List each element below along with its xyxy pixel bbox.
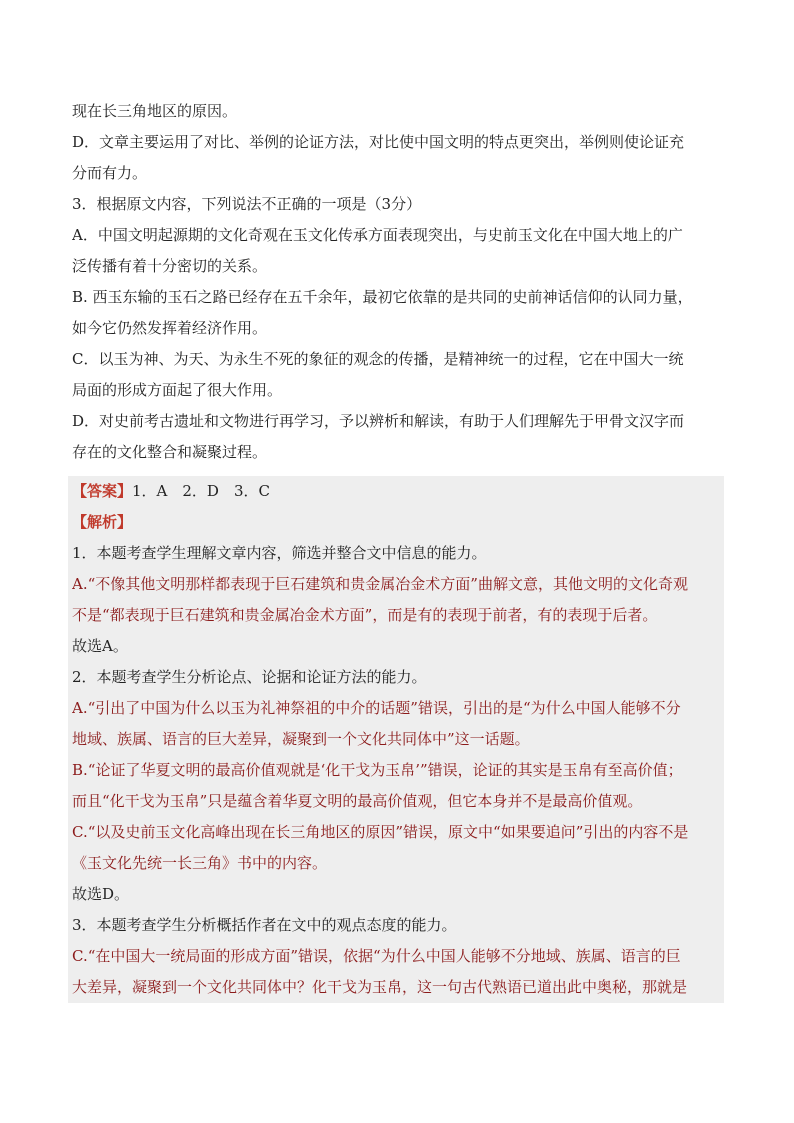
analysis-line: 1．本题考查学生理解文章内容，筛选并整合文中信息的能力。 xyxy=(72,544,487,562)
analysis-line: 而且“化干戈为玉帛”只是蕴含着华夏文明的最高价值观，但它本身并不是最高价值观。 xyxy=(72,792,643,810)
analysis-line: 故选A。 xyxy=(72,637,128,655)
analysis-line: 《玉文化先统一长三角》书中的内容。 xyxy=(72,854,328,872)
analysis-line: B.“论证了华夏文明的最高价值观就是‘化干戈为玉帛’”错误，论证的其实是玉帛有至高价值； xyxy=(72,761,683,779)
analysis-line: 大差异，凝聚到一个文化共同体中？化干戈为玉帛，这一句古代熟语已道出此中奥秘，那就是 xyxy=(72,978,688,996)
text-line: 现在长三角地区的原因。 xyxy=(72,102,238,120)
analysis-line: A.“引出了中国为什么以玉为礼神祭祖的中介的话题”错误，引出的是“为什么中国人能够不分 xyxy=(72,699,681,717)
text-line: 存在的文化整合和凝聚过程。 xyxy=(72,443,268,461)
analysis-line: C.“在中国大一统局面的形成方面”错误，依据“为什么中国人能够不分地域、族属、语言的巨 xyxy=(72,947,681,965)
text-line: 泛传播有着十分密切的关系。 xyxy=(72,257,268,275)
answer-text: 1．A 2．D 3．C xyxy=(132,482,270,500)
analysis-line: 故选D。 xyxy=(72,885,130,903)
text-line: C．以玉为神、为天、为永生不死的象征的观念的传播，是精神统一的过程，它在中国大一统 xyxy=(72,350,684,368)
analysis-line: 不是“都表现于巨石建筑和贵金属冶金术方面”，而是有的表现于前者，有的表现于后者。 xyxy=(72,606,658,624)
text-line: D．对史前考古遗址和文物进行再学习，予以辨析和解读，有助于人们理解先于甲骨文汉字而 xyxy=(72,412,685,430)
analysis-line: A.“不像其他文明那样都表现于巨石建筑和贵金属冶金术方面”曲解文意，其他文明的文化奇观 xyxy=(72,575,688,593)
text-line: 分而有力。 xyxy=(72,164,148,182)
analysis-line: C.“以及史前玉文化高峰出现在长三角地区的原因”错误，原文中“如果要追问”引出的内容不是 xyxy=(72,823,689,841)
analysis-label: 【解析】 xyxy=(72,513,133,531)
answer-label: 【答案】 xyxy=(72,482,133,500)
text-line: 如今它仍然发挥着经济作用。 xyxy=(72,319,268,337)
answer-line xyxy=(72,476,724,507)
text-line: D．文章主要运用了对比、举例的论证方法，对比使中国文明的特点更突出，举例则使论证充 xyxy=(72,133,685,151)
analysis-heading xyxy=(72,507,724,538)
analysis-line: 地域、族属、语言的巨大差异，凝聚到一个文化共同体中”这一话题。 xyxy=(72,730,530,748)
text-line: B. 西玉东输的玉石之路已经存在五千余年，最初它依靠的是共同的史前神话信仰的认同力量， xyxy=(72,288,693,306)
answer-analysis-block xyxy=(68,476,724,1003)
analysis-line: 3．本题考查学生分析概括作者在文中的观点态度的能力。 xyxy=(72,916,457,934)
text-line: A．中国文明起源期的文化奇观在玉文化传承方面表现突出，与史前玉文化在中国大地上的广 xyxy=(72,226,683,244)
text-line: 局面的形成方面起了很大作用。 xyxy=(72,381,283,399)
analysis-line: 2．本题考查学生分析论点、论据和论证方法的能力。 xyxy=(72,668,427,686)
text-line: 3．根据原文内容，下列说法不正确的一项是（3分） xyxy=(72,195,422,213)
question-text xyxy=(72,96,724,468)
analysis-lines xyxy=(72,538,724,1003)
